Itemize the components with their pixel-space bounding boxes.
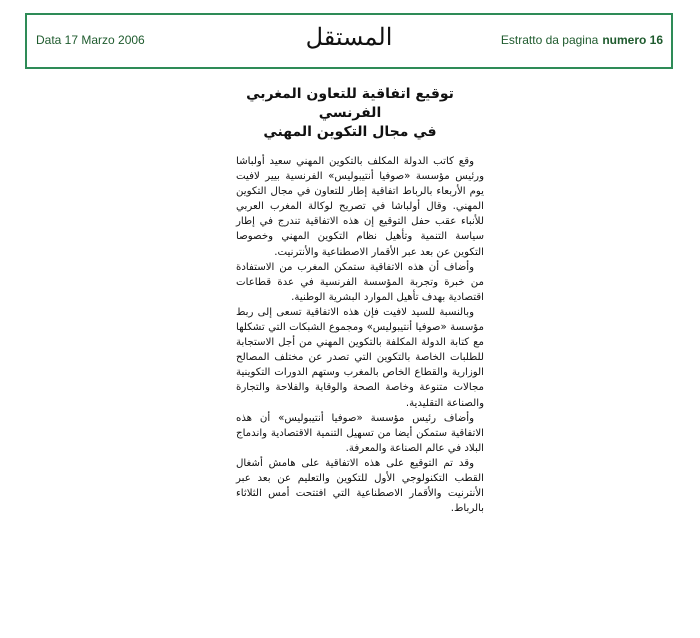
article-headline [236, 85, 484, 142]
extract-label: Estratto da pagina [500, 33, 599, 47]
article-paragraph-1: وقع كاتب الدولة المكلف بالتكوين المهني سعيد أولباشا ورئيس مؤسسة «صوفيا أنتيبوليس» الفرنسية بيير لافيت يوم الأربعاء بالرباط اتفاقية إطار للتعاون في مجال التكوين المهني. وقال أولباشا في تصريح لوكالة المغرب العربي للأنباء عقب حفل التوقيع إن هذه الاتفاقية تندرج في إطار سياسة التنمية وتأهيل نظام التكوين المهني وخصوصا التكوين عن بعد عبر الأقمار الاصطناعية والأنترنيت. [236, 156, 484, 258]
headline-line-2: في مجال التكوين المهني [263, 124, 437, 140]
page-extract-info [501, 33, 663, 47]
clipping-header [25, 13, 673, 69]
article-paragraph-5: وقد تم التوقيع على هذه الاتفاقية على هامش أشغال القطب التكنولوجي الأول للتكوين والتعليم عن بعد عبر الأنترنيت والأقمار الاصطناعية التي افتتحت أمس الثلاثاء بالرباط. [236, 457, 484, 515]
article-body [236, 85, 484, 625]
page-number: numero 16 [602, 33, 663, 47]
article-paragraph-4: وأضاف رئيس مؤسسة «صوفيا أنتيبوليس» أن هذه الاتفاقية ستمكن أيضا من تسهيل التنمية الاقتصادية واندماج البلاد في عالم الصناعة والمعرفة. [236, 412, 484, 454]
newspaper-name: المستقل [305, 23, 393, 51]
article-paragraph-3: وبالنسبة للسيد لافيت فإن هذه الاتفاقية تسعى إلى ربط مؤسسة «صوفيا أنتيبوليس» ومجموع الشبكات التي تشكلها مع كتابة الدولة المكلفة بالتكوين المهني من أجل الاستجابة للطلبات الخاصة بالتكوين التي تصدر عن مختلف المصالح الوزارية والقطاع الخاص بالمغرب وستهم الدورات التكوينية مجالات متنوعة وخاصة الصحة والوقاية والفلاحة والتجارة والصناعة التقليدية. [236, 306, 484, 409]
article-paragraph-2: وأضاف أن هذه الاتفاقية ستمكن المغرب من الاستفادة من خبرة وتجربة المؤسسة الفرنسية في عدة قطاعات اقتصادية بهدف تأهيل الموارد البشرية الوطنية. [236, 261, 484, 303]
headline-line-1: توقيع اتفاقية للتعاون المغربي الفرنسي [246, 86, 454, 121]
publication-date: Data 17 Marzo 2006 [36, 33, 145, 47]
